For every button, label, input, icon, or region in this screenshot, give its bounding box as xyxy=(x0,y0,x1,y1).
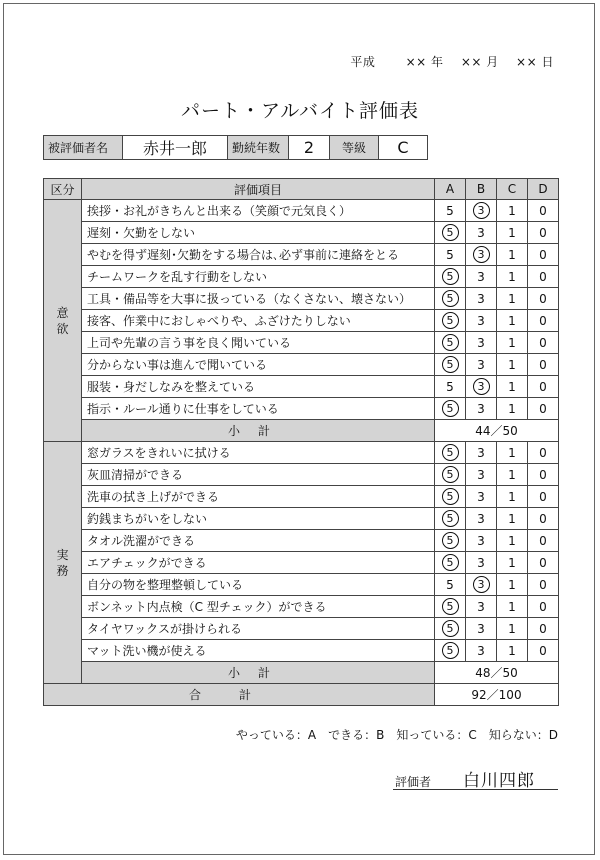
score-cell-c xyxy=(497,464,528,486)
score-cell-a xyxy=(435,596,466,618)
score-value: 5 xyxy=(442,444,459,461)
table-row xyxy=(44,244,559,266)
score-value: 3 xyxy=(477,335,485,350)
score-cell-d xyxy=(528,486,559,508)
score-value: 0 xyxy=(539,203,547,218)
score-cell-a xyxy=(435,222,466,244)
score-value: 0 xyxy=(539,335,547,350)
score-cell-b xyxy=(466,266,497,288)
score-value: 3 xyxy=(473,576,490,593)
score-value: 5 xyxy=(442,554,459,571)
score-cell-c xyxy=(497,596,528,618)
score-cell-a xyxy=(435,266,466,288)
table-row xyxy=(44,332,559,354)
score-cell-a xyxy=(435,640,466,662)
score-cell-d xyxy=(528,222,559,244)
score-value: 0 xyxy=(539,357,547,372)
score-value: 5 xyxy=(442,290,459,307)
score-cell-d xyxy=(528,508,559,530)
score-value: 5 xyxy=(446,203,454,218)
score-cell-b xyxy=(466,354,497,376)
score-value: 1 xyxy=(508,225,516,240)
score-cell-a xyxy=(435,310,466,332)
score-value: 0 xyxy=(539,401,547,416)
subtotal-row xyxy=(44,662,559,684)
score-value: 1 xyxy=(508,599,516,614)
table-row xyxy=(44,310,559,332)
evaluation-table xyxy=(43,178,559,706)
score-cell-d xyxy=(528,530,559,552)
category-label: 実務 xyxy=(56,547,69,578)
table-row xyxy=(44,354,559,376)
score-value: 0 xyxy=(539,379,547,394)
score-cell-b xyxy=(466,464,497,486)
score-cell-a xyxy=(435,574,466,596)
date-year-value: ×× xyxy=(405,55,427,69)
score-value: 3 xyxy=(477,313,485,328)
table-row xyxy=(44,288,559,310)
score-value: 0 xyxy=(539,225,547,240)
score-value: 0 xyxy=(539,621,547,636)
score-cell-d xyxy=(528,332,559,354)
score-value: 5 xyxy=(442,312,459,329)
score-value: 0 xyxy=(539,533,547,548)
score-value: 1 xyxy=(508,467,516,482)
table-row xyxy=(44,222,559,244)
item-text: 自分の物を整理整頓している xyxy=(82,574,435,596)
grade-label: 等級 xyxy=(330,136,379,160)
score-cell-b xyxy=(466,332,497,354)
score-value: 3 xyxy=(477,599,485,614)
subtotal-value: 44／50 xyxy=(435,420,559,442)
score-value: 5 xyxy=(442,488,459,505)
score-cell-c xyxy=(497,640,528,662)
name-value: 赤井一郎 xyxy=(123,136,228,160)
score-value: 3 xyxy=(477,467,485,482)
score-value: 0 xyxy=(539,269,547,284)
item-text: 指示・ルール通りに仕事をしている xyxy=(82,398,435,420)
score-cell-a xyxy=(435,398,466,420)
category-cell xyxy=(44,442,82,684)
score-value: 0 xyxy=(539,313,547,328)
score-value: 0 xyxy=(539,467,547,482)
score-cell-d xyxy=(528,244,559,266)
score-value: 3 xyxy=(477,511,485,526)
score-cell-d xyxy=(528,618,559,640)
score-cell-c xyxy=(497,244,528,266)
score-value: 1 xyxy=(508,291,516,306)
score-cell-d xyxy=(528,640,559,662)
item-text: 上司や先輩の言う事を良く聞いている xyxy=(82,332,435,354)
score-value: 0 xyxy=(539,247,547,262)
score-value: 3 xyxy=(477,357,485,372)
score-cell-b xyxy=(466,200,497,222)
category-label: 意欲 xyxy=(56,305,69,336)
score-cell-b xyxy=(466,574,497,596)
score-cell-d xyxy=(528,288,559,310)
table-row xyxy=(44,200,559,222)
item-text: やむを得ず遅刻･欠勤をする場合は､必ず事前に連絡をとる xyxy=(82,244,435,266)
years-value: 2 xyxy=(289,136,330,160)
info-table xyxy=(43,135,428,160)
score-cell-a xyxy=(435,508,466,530)
score-value: 5 xyxy=(446,379,454,394)
score-cell-c xyxy=(497,486,528,508)
score-cell-b xyxy=(466,486,497,508)
table-header-row xyxy=(44,179,559,200)
score-value: 1 xyxy=(508,643,516,658)
score-value: 3 xyxy=(477,621,485,636)
score-value: 0 xyxy=(539,291,547,306)
rating-legend: やっている：A できる：B 知っている：C 知らない：D xyxy=(235,728,558,742)
score-cell-a xyxy=(435,530,466,552)
score-cell-c xyxy=(497,398,528,420)
score-value: 1 xyxy=(508,621,516,636)
score-cell-c xyxy=(497,332,528,354)
item-text: 遅刻・欠勤をしない xyxy=(82,222,435,244)
score-cell-d xyxy=(528,200,559,222)
score-value: 3 xyxy=(477,533,485,548)
total-label: 合計 xyxy=(44,684,435,706)
score-value: 3 xyxy=(477,445,485,460)
subtotal-value: 48／50 xyxy=(435,662,559,684)
table-row xyxy=(44,618,559,640)
item-text: 分からない事は進んで聞いている xyxy=(82,354,435,376)
score-cell-b xyxy=(466,618,497,640)
score-cell-c xyxy=(497,618,528,640)
score-cell-d xyxy=(528,552,559,574)
score-value: 1 xyxy=(508,203,516,218)
item-text: 窓ガラスをきれいに拭ける xyxy=(82,442,435,464)
total-row xyxy=(44,684,559,706)
score-value: 5 xyxy=(442,620,459,637)
score-cell-a xyxy=(435,354,466,376)
score-cell-a xyxy=(435,376,466,398)
score-cell-c xyxy=(497,222,528,244)
score-cell-c xyxy=(497,376,528,398)
score-cell-b xyxy=(466,530,497,552)
item-text: エアチェックができる xyxy=(82,552,435,574)
evaluator-label: 評価者 xyxy=(395,775,432,789)
table-row xyxy=(44,376,559,398)
score-value: 5 xyxy=(442,532,459,549)
score-value: 3 xyxy=(477,643,485,658)
score-value: 1 xyxy=(508,489,516,504)
score-cell-b xyxy=(466,508,497,530)
score-value: 3 xyxy=(477,555,485,570)
header-category: 区分 xyxy=(44,179,82,200)
score-cell-b xyxy=(466,640,497,662)
item-text: 工具・備品等を大事に扱っている（なくさない、壊さない） xyxy=(82,288,435,310)
score-cell-b xyxy=(466,552,497,574)
score-cell-b xyxy=(466,376,497,398)
table-row xyxy=(44,574,559,596)
score-cell-c xyxy=(497,310,528,332)
score-cell-a xyxy=(435,464,466,486)
score-value: 1 xyxy=(508,533,516,548)
item-text: 接客、作業中におしゃべりや、ふざけたりしない xyxy=(82,310,435,332)
item-text: チームワークを乱す行動をしない xyxy=(82,266,435,288)
score-value: 0 xyxy=(539,555,547,570)
score-value: 5 xyxy=(442,642,459,659)
score-value: 3 xyxy=(477,225,485,240)
header-a: A xyxy=(435,179,466,200)
score-value: 1 xyxy=(508,401,516,416)
item-text: 挨拶・お礼がきちんと出来る（笑顔で元気良く） xyxy=(82,200,435,222)
table-row xyxy=(44,398,559,420)
score-value: 5 xyxy=(442,598,459,615)
item-text: タイヤワックスが掛けられる xyxy=(82,618,435,640)
date-month-unit: 月 xyxy=(486,55,499,69)
date-year-unit: 年 xyxy=(431,55,444,69)
score-value: 1 xyxy=(508,357,516,372)
score-cell-c xyxy=(497,200,528,222)
date-day-value: ×× xyxy=(516,55,538,69)
score-cell-a xyxy=(435,332,466,354)
table-row xyxy=(44,266,559,288)
score-value: 5 xyxy=(442,510,459,527)
score-value: 3 xyxy=(473,202,490,219)
table-row xyxy=(44,486,559,508)
evaluator-line xyxy=(393,767,558,790)
score-value: 5 xyxy=(446,247,454,262)
score-value: 1 xyxy=(508,247,516,262)
score-cell-b xyxy=(466,222,497,244)
score-value: 5 xyxy=(442,224,459,241)
score-value: 5 xyxy=(442,466,459,483)
score-value: 5 xyxy=(442,356,459,373)
date-day-unit: 日 xyxy=(541,55,554,69)
score-value: 1 xyxy=(508,269,516,284)
date-era: 平成 xyxy=(350,55,376,69)
score-cell-d xyxy=(528,376,559,398)
table-row xyxy=(44,640,559,662)
score-value: 1 xyxy=(508,313,516,328)
score-value: 3 xyxy=(473,378,490,395)
item-text: 灰皿清掃ができる xyxy=(82,464,435,486)
score-value: 1 xyxy=(508,445,516,460)
score-cell-d xyxy=(528,354,559,376)
score-cell-d xyxy=(528,266,559,288)
score-cell-a xyxy=(435,486,466,508)
grade-value: C xyxy=(379,136,428,160)
item-text: 服装・身だしなみを整えている xyxy=(82,376,435,398)
score-value: 5 xyxy=(442,400,459,417)
item-text: ボンネット内点検（C 型チェック）ができる xyxy=(82,596,435,618)
score-value: 0 xyxy=(539,599,547,614)
score-value: 0 xyxy=(539,577,547,592)
score-cell-a xyxy=(435,200,466,222)
score-cell-d xyxy=(528,596,559,618)
item-text: 洗車の拭き上げができる xyxy=(82,486,435,508)
score-cell-b xyxy=(466,442,497,464)
score-cell-c xyxy=(497,266,528,288)
header-d: D xyxy=(528,179,559,200)
score-value: 0 xyxy=(539,643,547,658)
score-cell-b xyxy=(466,244,497,266)
name-label: 被評価者名 xyxy=(44,136,123,160)
score-value: 0 xyxy=(539,511,547,526)
score-cell-a xyxy=(435,442,466,464)
score-cell-b xyxy=(466,596,497,618)
score-cell-b xyxy=(466,398,497,420)
score-value: 0 xyxy=(539,489,547,504)
score-cell-c xyxy=(497,574,528,596)
table-row xyxy=(44,508,559,530)
score-cell-c xyxy=(497,442,528,464)
score-value: 3 xyxy=(477,401,485,416)
date-line xyxy=(350,53,554,70)
page-title: パート・アルバイト評価表 xyxy=(181,100,419,122)
score-value: 3 xyxy=(473,246,490,263)
total-value: 92／100 xyxy=(435,684,559,706)
score-cell-c xyxy=(497,288,528,310)
score-cell-d xyxy=(528,398,559,420)
score-value: 1 xyxy=(508,511,516,526)
table-row xyxy=(44,530,559,552)
table-row xyxy=(44,464,559,486)
subtotal-label: 小計 xyxy=(82,420,435,442)
score-cell-c xyxy=(497,508,528,530)
table-row xyxy=(44,442,559,464)
score-value: 1 xyxy=(508,379,516,394)
score-value: 3 xyxy=(477,269,485,284)
score-cell-d xyxy=(528,442,559,464)
date-month-value: ×× xyxy=(460,55,482,69)
score-cell-b xyxy=(466,310,497,332)
score-value: 1 xyxy=(508,555,516,570)
score-cell-b xyxy=(466,288,497,310)
score-cell-a xyxy=(435,244,466,266)
score-cell-a xyxy=(435,552,466,574)
score-cell-d xyxy=(528,310,559,332)
category-cell xyxy=(44,200,82,442)
score-value: 1 xyxy=(508,577,516,592)
score-cell-c xyxy=(497,530,528,552)
score-value: 5 xyxy=(446,577,454,592)
item-text: 釣銭まちがいをしない xyxy=(82,508,435,530)
table-row xyxy=(44,552,559,574)
score-cell-a xyxy=(435,288,466,310)
score-cell-a xyxy=(435,618,466,640)
score-value: 5 xyxy=(442,334,459,351)
subtotal-row xyxy=(44,420,559,442)
score-value: 1 xyxy=(508,335,516,350)
score-value: 5 xyxy=(442,268,459,285)
score-cell-d xyxy=(528,574,559,596)
item-text: タオル洗濯ができる xyxy=(82,530,435,552)
header-b: B xyxy=(466,179,497,200)
subtotal-label: 小計 xyxy=(82,662,435,684)
item-text: マット洗い機が使える xyxy=(82,640,435,662)
score-cell-c xyxy=(497,354,528,376)
evaluator-name: 白川四郎 xyxy=(463,771,535,791)
score-value: 3 xyxy=(477,291,485,306)
table-row xyxy=(44,596,559,618)
years-label: 勤続年数 xyxy=(228,136,289,160)
score-cell-c xyxy=(497,552,528,574)
score-value: 0 xyxy=(539,445,547,460)
score-cell-d xyxy=(528,464,559,486)
header-item: 評価項目 xyxy=(82,179,435,200)
score-value: 3 xyxy=(477,489,485,504)
header-c: C xyxy=(497,179,528,200)
